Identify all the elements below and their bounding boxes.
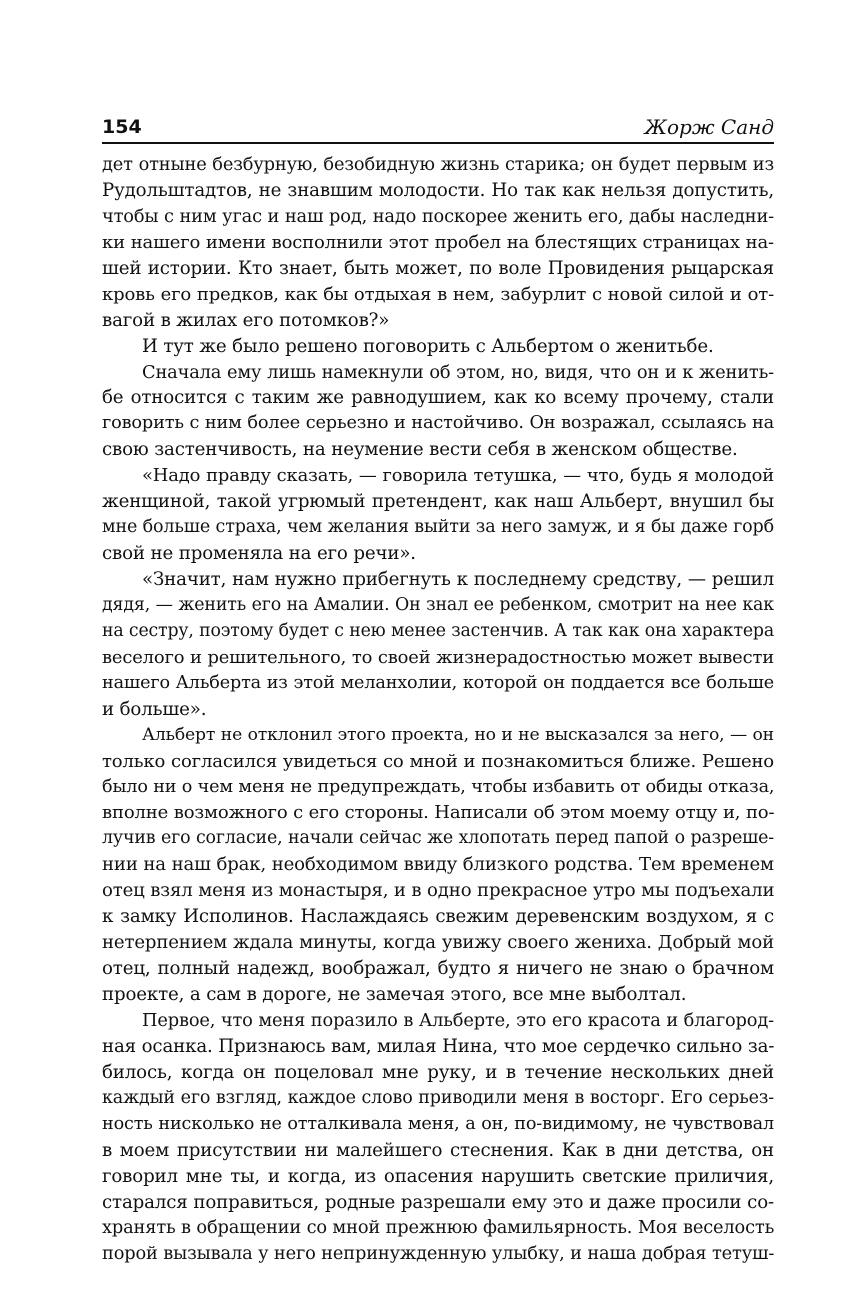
text-line: к замку Исполинов. Наслаждаясь свежим деревенским воздухом, я с xyxy=(102,906,774,928)
text-line: свою застенчивость, на неумение вести себя в женском обществе. xyxy=(102,439,738,461)
text-line: ная осанка. Признаюсь вам, милая Нина, что мое сердечко сильно за- xyxy=(102,1035,775,1057)
page-number: 154 xyxy=(102,116,142,138)
text-line: отец, полный надежд, воображал, будто я ничего не знаю о брачном xyxy=(102,958,774,980)
text-line: свой не променяла на его речи». xyxy=(102,543,416,565)
text-line: дядя, — женить его на Амалии. Он знал ее ребенком, смотрит на нее как xyxy=(102,594,774,615)
text-line: на сестру, поэтому будет с нею менее застенчив. А так как она характера xyxy=(102,620,774,641)
body-text xyxy=(102,152,774,1267)
text-line: только согласился увидеться со мной и познакомиться ближе. Решено xyxy=(102,750,774,772)
text-line: мне больше страха, чем желания выйти за него замуж, и я бы даже горб xyxy=(102,517,774,538)
running-head-author: Жорж Санд xyxy=(644,115,774,139)
text-line: нии на наш брак, необходимом ввиду близкого родства. Тем временем xyxy=(102,854,774,876)
text-line: говорить с ним более серьезно и настойчиво. Он возражал, ссылаясь на xyxy=(102,413,774,434)
text-line: нетерпением ждала минуты, когда увижу своего жениха. Добрый мой xyxy=(102,932,774,954)
text-line: нашего Альберта из этой меланхолии, которой он поддается все больше xyxy=(102,672,774,693)
text-line: проекте, а сам в дороге, не замечая этого, все мне выболтал. xyxy=(102,984,687,1005)
text-line: Первое, что меня поразило в Альберте, это его красота и благород- xyxy=(142,1009,774,1031)
text-line: Альберт не отклонил этого проекта, но и не высказался за него, — он xyxy=(142,724,774,745)
text-line: веселого и решительного, то своей жизнерадостностью может вывести xyxy=(102,646,774,668)
text-line: «Значит, нам нужно прибегнуть к последнему средству, — решил xyxy=(142,569,774,590)
text-line: билось, когда он поцеловал мне руку, и в течение нескольких дней xyxy=(102,1061,774,1083)
text-line: каждый его взгляд, каждое слово приводили меня в восторг. Его серьез- xyxy=(102,1087,774,1108)
text-line: кровь его предков, как бы отдыхая в нем, забурлит с новой силой и от- xyxy=(102,283,774,305)
text-line: хранять в обращении со мной прежнюю фамильярность. Моя веселость xyxy=(102,1217,775,1239)
text-line: старался поправиться, родные разрешали ему это и даже просили со- xyxy=(102,1191,774,1213)
text-line: шей истории. Кто знает, быть может, по воле Провидения рыцарская xyxy=(102,257,774,279)
text-line: дет отныне безбурную, безобидную жизнь старика; он будет первым из xyxy=(102,154,774,175)
text-line: ность нисколько не отталкивала меня, а он, по-видимому, не чувствовал xyxy=(102,1113,774,1134)
text-line: и больше». xyxy=(102,698,207,720)
text-line: «Надо правду сказать, — говорила тетушка, — что, будь я молодой xyxy=(142,465,774,487)
text-line: отец взял меня из монастыря, и в одно прекрасное утро мы подъехали xyxy=(102,880,775,902)
text-line: женщиной, такой угрюмый претендент, как наш Альберт, внушил бы xyxy=(102,491,774,513)
page-header xyxy=(102,108,774,144)
text-line: говорил мне ты, и когда, из опасения нарушить светские приличия, xyxy=(102,1165,774,1187)
text-line: в моем присутствии ни малейшего стеснения. Как в дни детства, он xyxy=(102,1139,774,1161)
text-line: порой вызывала у него непринужденную улыбку, и наша добрая тетуш- xyxy=(102,1243,775,1265)
text-line: вагой в жилах его потомков?» xyxy=(102,309,390,331)
text-line: бе относится с таким же равнодушием, как ко всему прочему, стали xyxy=(102,387,774,409)
text-line: Сначала ему лишь намекнули об этом, но, видя, что он и к женить- xyxy=(142,361,774,383)
text-line: лучив его согласие, начали сейчас же хлопотать перед папой о разреше- xyxy=(102,828,774,849)
text-line: чтобы с ним угас и наш род, надо поскорее женить его, дабы наследни- xyxy=(102,205,774,227)
book-page xyxy=(102,108,774,1267)
text-line: ки нашего имени восполнили этот пробел на блестящих страницах на- xyxy=(102,231,774,253)
text-line: Рудольштадтов, не знавшим молодости. Но так как нельзя допустить, xyxy=(102,179,774,201)
text-line: вполне возможного с его стороны. Написали об этом моему отцу и, по- xyxy=(102,802,775,824)
text-line: было ни о чем меня не предупреждать, чтобы избавить от обиды отказа, xyxy=(102,776,775,797)
text-line: И тут же было решено поговорить с Альбертом о женитьбе. xyxy=(142,335,714,357)
